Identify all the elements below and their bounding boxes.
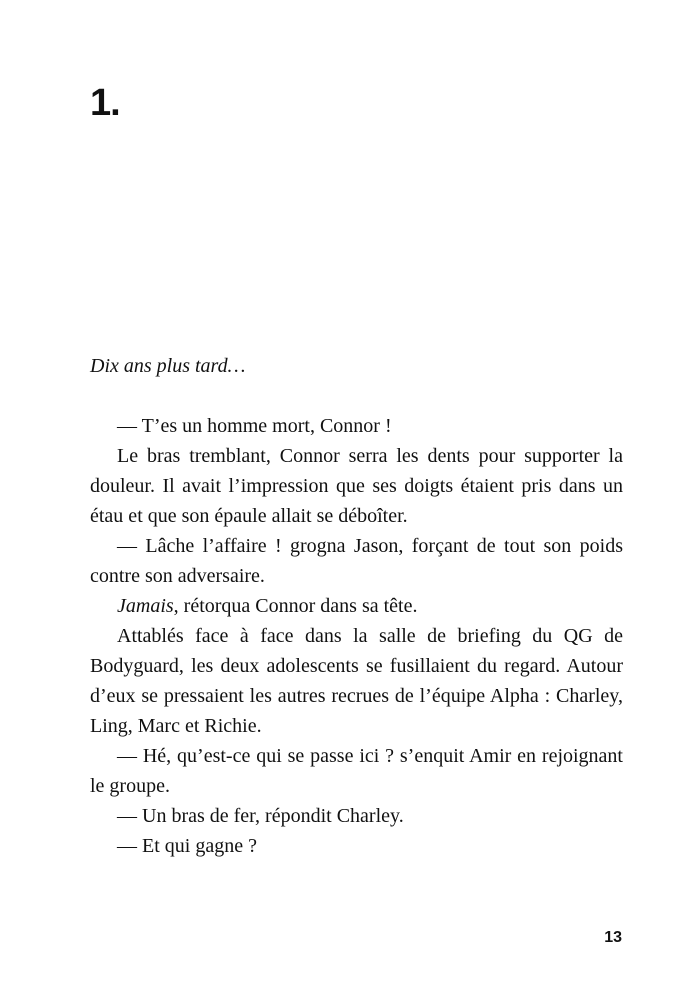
page-number: 13: [604, 929, 622, 946]
paragraph-7: [90, 801, 623, 831]
paragraph-8: [90, 831, 623, 861]
paragraph-text: Attablés face à face dans la salle de briefing du QG de Bodyguard, les deux adolescents se fusillaient du regard. Autour d’eux se pressaient les autres recrues de l’équipe Alpha : Charley, Ling, Marc et Richie.: [90, 625, 623, 737]
chapter-number: 1.: [90, 82, 120, 124]
paragraph-italic-lead: Jamais: [117, 595, 174, 617]
paragraph-6: [90, 741, 623, 801]
paragraph-text: — Un bras de fer, répondit Charley.: [117, 805, 404, 827]
paragraph-text: — Et qui gagne ?: [117, 835, 257, 857]
paragraph-4: [90, 591, 623, 621]
paragraph-text: — Hé, qu’est-ce qui se passe ici ? s’enquit Amir en rejoignant le groupe.: [90, 745, 623, 797]
chapter-subtitle: Dix ans plus tard…: [90, 355, 246, 377]
paragraph-3: [90, 531, 623, 591]
paragraph-text: — Lâche l’affaire ! grogna Jason, forçant de tout son poids contre son adversaire.: [90, 535, 623, 587]
paragraph-text: Le bras tremblant, Connor serra les dents pour supporter la douleur. Il avait l’impression que ses doigts étaient pris dans un étau et que son épaule allait se déboîter.: [90, 445, 623, 527]
paragraph-5: [90, 621, 623, 741]
chapter-body: [90, 351, 623, 861]
paragraph-2: [90, 441, 623, 531]
paragraph-text: — T’es un homme mort, Connor !: [117, 415, 392, 437]
paragraph-text: , rétorqua Connor dans sa tête.: [173, 595, 418, 617]
paragraph-1: [90, 411, 623, 441]
